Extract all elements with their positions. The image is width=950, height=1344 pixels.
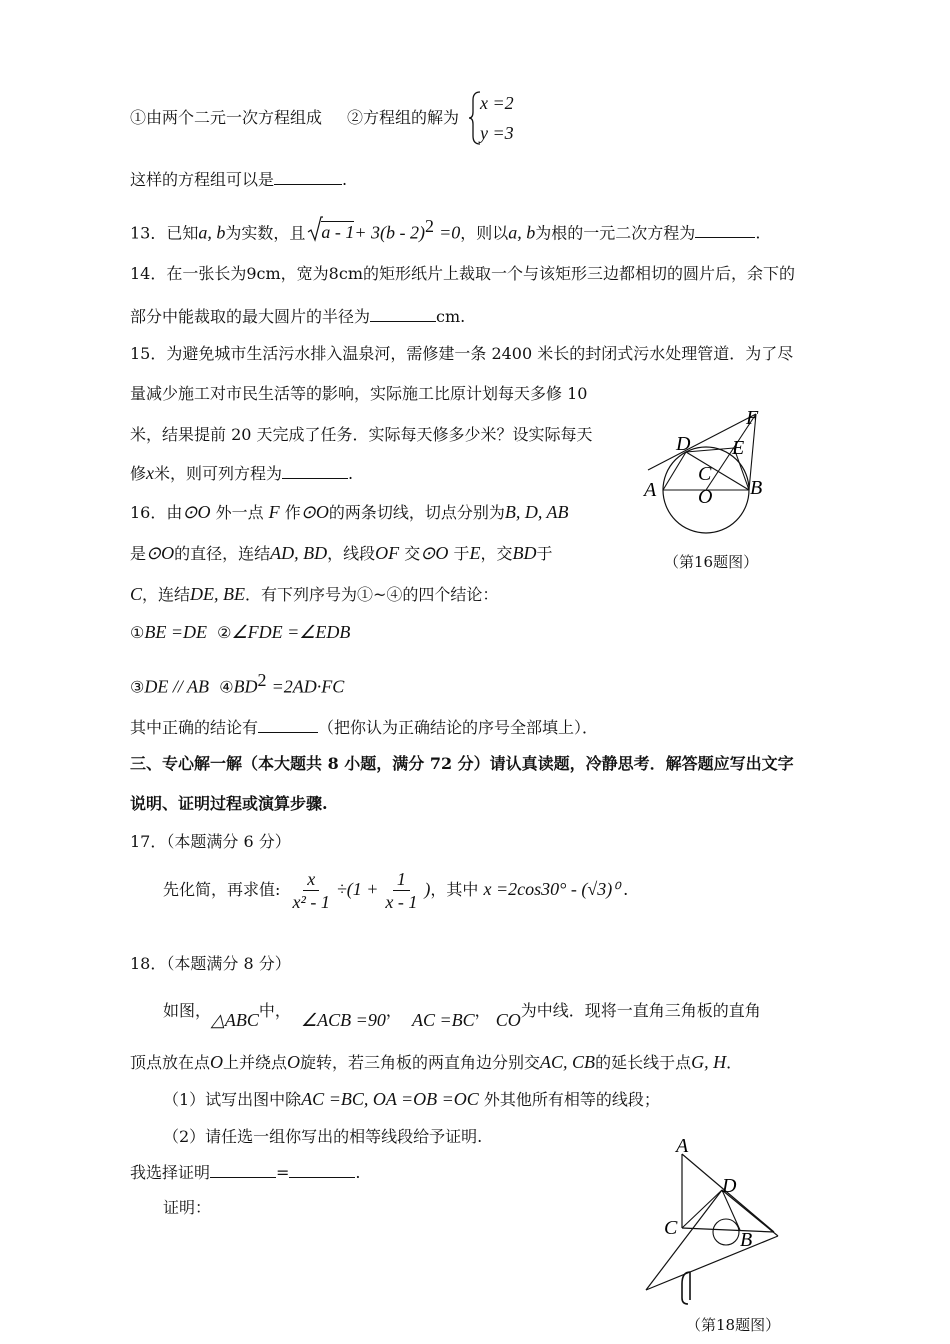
q15-line1: 15．为避免城市生活污水排入温泉河，需修建一条 2400 米长的封闭式污水处理管道．为了尽 — [130, 344, 794, 363]
label-a: A — [676, 1135, 689, 1157]
q14-line1: 14．在一张长为9cm，宽为8cm的矩形纸片上裁取一个与该矩形三边都相切的圆片后，余下的 — [130, 264, 795, 283]
q18-line2: 顶点放在点O上并绕点O旋转，若三角板的两直角边分别交AC, CB的延长线于点G, H． — [130, 1052, 743, 1072]
q16-conclusions-3-4: ③DE // AB $④BD^2 =2AD\cdot FC$ — [130, 670, 345, 697]
q12-solution-x: x =2 — [480, 93, 514, 113]
answer-blank[interactable] — [370, 305, 436, 322]
label-d: D — [676, 433, 691, 455]
q16-ask: 其中正确的结论有 （把你认为正确结论的序号全部填上）． — [130, 718, 599, 737]
q15-line4: 修x米，则可列方程为 . — [130, 463, 354, 483]
q13-line: 13．已知a, b为实数，且 a - 1+ 3(b - 2)$^2$ =0，则以a, b为根的一元二次方程为 . — [130, 214, 760, 245]
label-c: C — [698, 463, 712, 485]
segment-ad — [663, 452, 686, 490]
answer-blank[interactable] — [274, 168, 342, 185]
section3-heading-line2: 说明、证明过程或演算步骤. — [130, 794, 328, 813]
q17-heading: 17．（本题满分 6 分） — [130, 832, 291, 851]
sqrt-expression: a - 1 — [307, 220, 354, 245]
q16-conclusions-1-2: ①BE =DE ②∠FDE =∠EDB — [130, 622, 351, 642]
fraction-2: $\frac{1}{x - 1}$ — [385, 869, 418, 912]
q15-line2: 量减少施工对市民生活等的影响，实际施工比原计划每天多修 10 — [130, 384, 588, 403]
label-b: B — [750, 477, 763, 499]
answer-blank[interactable] — [258, 716, 318, 733]
q15-line3: 米，结果提前 20 天完成了任务．实际每天修多少米？设实际每天 — [130, 425, 593, 444]
side-cb — [682, 1228, 774, 1232]
q18-part1: （1）试写出图中除AC =BC, OA =OB =OC 外其他所有相等的线段； — [163, 1089, 660, 1109]
label-f: F — [746, 407, 759, 429]
section3-heading-line1: 三、专心解一解（本大题共 8 小题，满分 72 分）请认真读题，冷静思考．解答题应写出文字 — [130, 754, 794, 773]
q12-condition1: ①由两个二元一次方程组成 — [130, 108, 323, 127]
q18-heading: 18．（本题满分 8 分） — [130, 954, 291, 973]
segment-cd — [682, 1190, 722, 1228]
figure-18-caption: （第18题图） — [686, 1316, 781, 1334]
q17-expression: 先化简，再求值: $\frac{x}{\text{x² - 1}}$ ÷(1 + $\frac{1}{x - 1}$ )，其中 x =2cos30° - (√3)⁰ . — [163, 869, 629, 912]
answer-blank-1[interactable] — [210, 1161, 276, 1178]
q18-line1: 如图，△ABC中， ∠ACB =90， AC =BC， CO为中线．现将一直角三角板的直角 — [163, 1001, 761, 1030]
q18-part2: （2）请任选一组你写出的相等线段给予证明. — [163, 1127, 483, 1146]
label-c: C — [664, 1217, 678, 1239]
label-d: D — [722, 1175, 737, 1197]
q12-ask: 这样的方程组可以是 . — [130, 170, 348, 189]
q16-line1: 16．由⊙O 外一点 F 作⊙O的两条切线，切点分别为B, D, AB — [130, 502, 569, 522]
figure-18 — [636, 1132, 786, 1312]
answer-blank-2[interactable] — [289, 1161, 355, 1178]
figure-16 — [636, 400, 786, 545]
fraction-1: $\frac{x}{\text{x² - 1}}$ — [292, 869, 330, 912]
answer-blank[interactable] — [282, 462, 348, 479]
label-a: A — [644, 479, 657, 501]
q12-solution-y: y =3 — [480, 123, 514, 143]
board-hole-circle — [713, 1219, 739, 1245]
q14-line2: 部分中能裁取的最大圆片的半径为 cm. — [130, 307, 466, 326]
label-e: E — [732, 437, 745, 459]
label-g-glyph — [682, 1272, 690, 1304]
q12-condition2: ②方程组的解为 — [347, 108, 460, 127]
label-o: O — [698, 486, 713, 508]
q18-proof-label: 证明： — [163, 1198, 212, 1217]
q16-line2: 是⊙O的直径，连结AD, BD，线段OF 交⊙O 于E，交BD于 — [130, 543, 553, 563]
q16-line3: C，连结DE, BE．有下列序号为①~④的四个结论： — [130, 584, 499, 604]
q18-choose: 我选择证明 = . — [130, 1163, 361, 1182]
figure-16-caption: （第16题图） — [664, 553, 759, 571]
label-b: B — [740, 1229, 753, 1251]
radical-sign-icon — [307, 216, 323, 244]
answer-blank[interactable] — [695, 221, 755, 238]
